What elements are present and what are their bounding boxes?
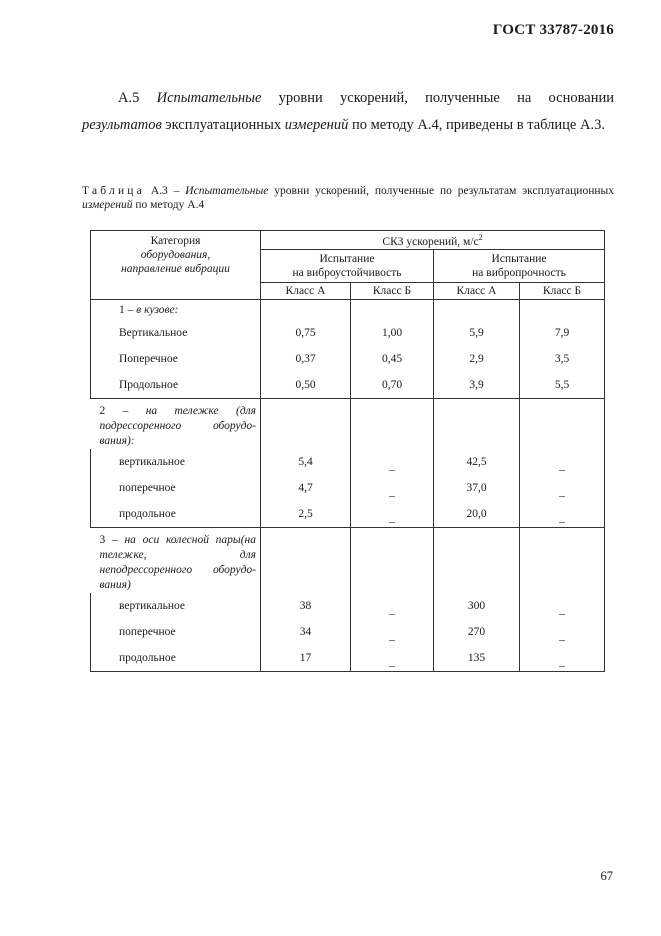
- cell: 0,70: [351, 372, 434, 399]
- cell: _: [520, 593, 605, 619]
- class-b-header: Класс Б: [520, 283, 605, 300]
- row-label: вертикальное: [91, 593, 261, 619]
- cell: 3,5: [520, 346, 605, 372]
- table-row: [91, 593, 605, 619]
- cell: 300: [434, 593, 520, 619]
- table-row: [91, 372, 605, 399]
- cell: 37,0: [434, 475, 520, 501]
- table-row: [91, 475, 605, 501]
- row-label: продольное: [91, 645, 261, 672]
- row-label: Вертикальное: [91, 320, 261, 346]
- row-label: продольное: [91, 501, 261, 528]
- cell: _: [520, 475, 605, 501]
- row-label: поперечное: [91, 619, 261, 645]
- acceleration-table: [90, 230, 605, 672]
- table-caption: Таблица А.3 – Испытательные уровни ускорений, полученные по результатам эксплуатационных измерений по методу А.4: [82, 185, 614, 211]
- page-number: 67: [600, 869, 613, 883]
- cell: _: [351, 449, 434, 475]
- cell: 5,9: [434, 320, 520, 346]
- category-header: Категория оборудования, направление вибрации: [91, 231, 261, 300]
- cell: 38: [261, 593, 351, 619]
- group-title-row: [91, 528, 605, 594]
- rms-header: СКЗ ускорений, $м/с^2$: [261, 231, 605, 250]
- cell: 0,75: [261, 320, 351, 346]
- cell: 5,4: [261, 449, 351, 475]
- cell: _: [520, 501, 605, 528]
- cell: 42,5: [434, 449, 520, 475]
- cell: 20,0: [434, 501, 520, 528]
- row-label: вертикальное: [91, 449, 261, 475]
- cell: 5,5: [520, 372, 605, 399]
- cell: 270: [434, 619, 520, 645]
- table-row: [91, 346, 605, 372]
- cell: 0,50: [261, 372, 351, 399]
- class-a-header: Класс А: [434, 283, 520, 300]
- group-title: 3 – на оси колесной пары(на тележке, для неподрессоренного оборудо- вания): [91, 528, 261, 594]
- table-row: [91, 501, 605, 528]
- cell: 3,9: [434, 372, 520, 399]
- cell: _: [351, 501, 434, 528]
- standard-number: ГОСТ 33787-2016: [492, 22, 614, 38]
- group-title-row: [91, 399, 605, 450]
- cell: 17: [261, 645, 351, 672]
- cell: 4,7: [261, 475, 351, 501]
- cell: _: [520, 645, 605, 672]
- cell: _: [351, 593, 434, 619]
- group-title: 2 – на тележке (для подрессоренного оборудо-вания):: [91, 399, 261, 450]
- cell: _: [351, 619, 434, 645]
- paragraph-a5: А.5 Испытательные уровни ускорений, полученные на основании результатов эксплуатационных измерений по методу А.4, приведены в таблице А.3.: [82, 90, 614, 133]
- cell: _: [520, 619, 605, 645]
- vibration-strength-header: Испытание на вибропрочность: [434, 250, 605, 283]
- cell: 1,00: [351, 320, 434, 346]
- table-row: [91, 449, 605, 475]
- cell: 0,37: [261, 346, 351, 372]
- table-row: [91, 320, 605, 346]
- cell: 0,45: [351, 346, 434, 372]
- group-title-row: [91, 300, 605, 321]
- table-row: [91, 645, 605, 672]
- row-label: Поперечное: [91, 346, 261, 372]
- cell: 7,9: [520, 320, 605, 346]
- cell: _: [351, 475, 434, 501]
- group-title: 1 – в кузове:: [91, 300, 261, 321]
- cell: 2,5: [261, 501, 351, 528]
- cell: 34: [261, 619, 351, 645]
- cell: 135: [434, 645, 520, 672]
- row-label: Продольное: [91, 372, 261, 399]
- cell: _: [520, 449, 605, 475]
- class-b-header: Класс Б: [351, 283, 434, 300]
- cell: 2,9: [434, 346, 520, 372]
- class-a-header: Класс А: [261, 283, 351, 300]
- vibration-resistance-header: Испытание на виброустойчивость: [261, 250, 434, 283]
- cell: _: [351, 645, 434, 672]
- row-label: поперечное: [91, 475, 261, 501]
- table-row: [91, 619, 605, 645]
